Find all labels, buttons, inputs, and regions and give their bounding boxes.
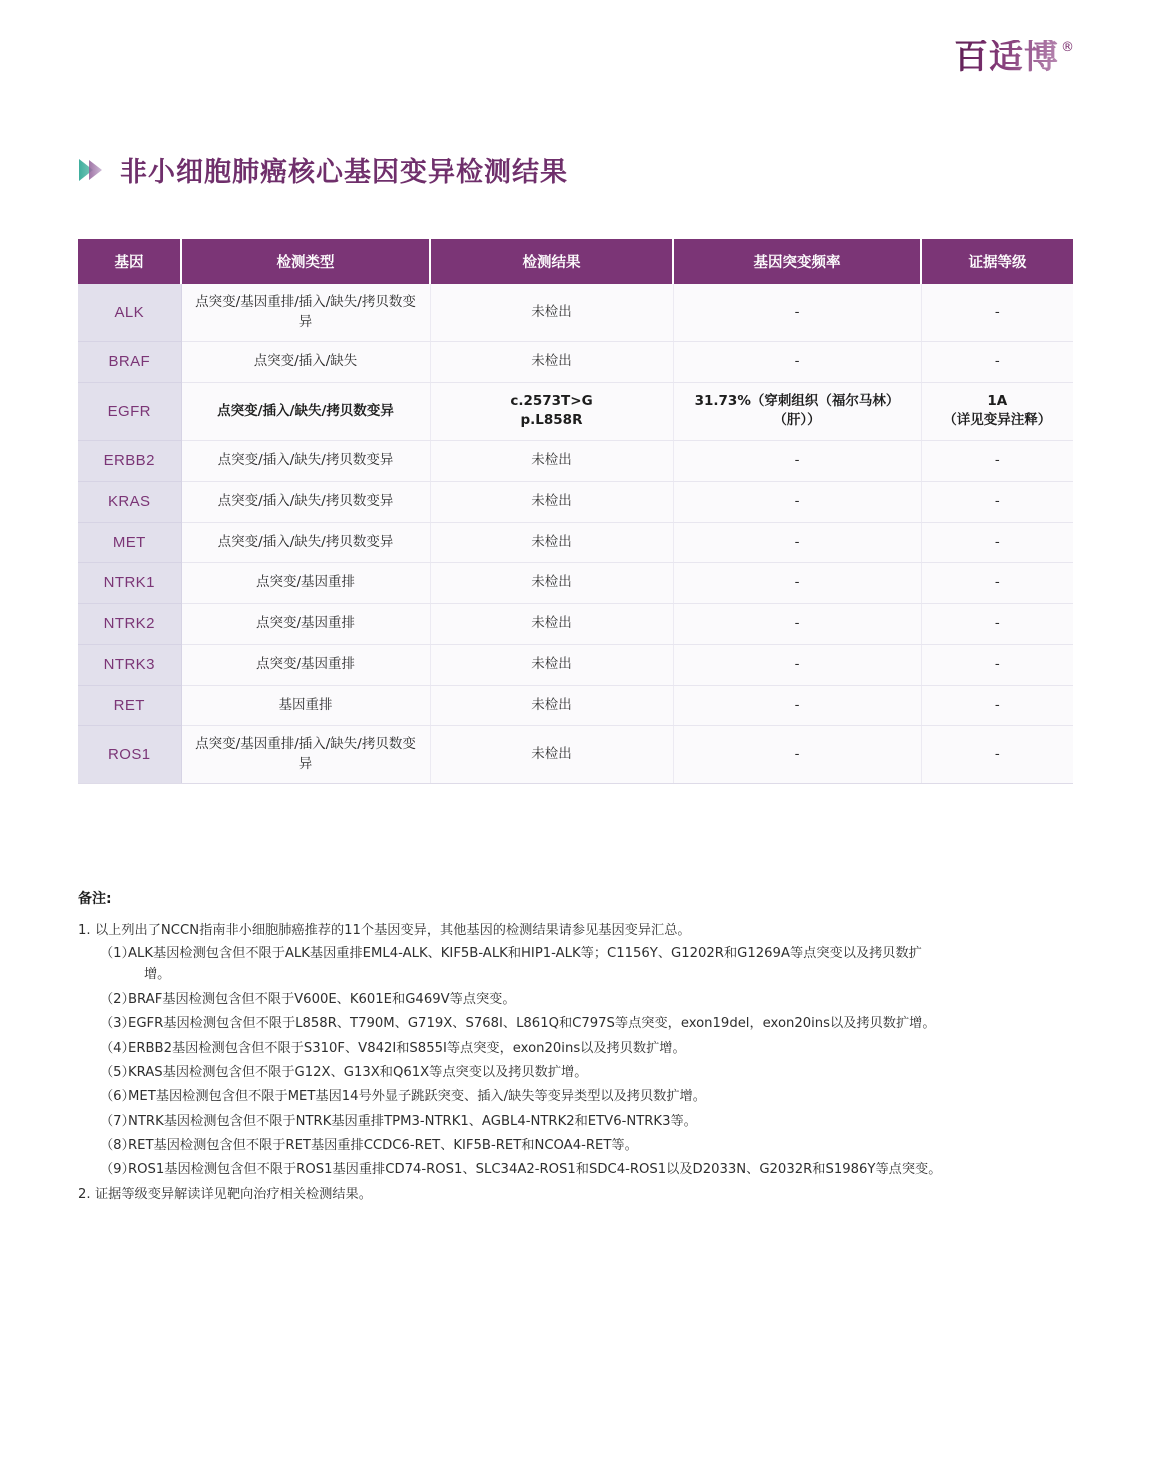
notes-title: 备注:	[78, 891, 112, 907]
test-result: 未检出	[430, 563, 673, 604]
column-header-test-result: 检测结果	[430, 239, 673, 284]
table-row	[78, 604, 1073, 645]
test-result: 未检出	[430, 342, 673, 383]
evidence-level: -	[921, 522, 1073, 563]
subnote-item	[78, 989, 1078, 1010]
subnote-text	[128, 943, 1078, 986]
evidence-level: -	[921, 644, 1073, 685]
mutation-frequency: -	[673, 284, 921, 342]
gene-name: NTRK3	[78, 644, 181, 685]
table-row	[78, 522, 1073, 563]
gene-name: KRAS	[78, 481, 181, 522]
test-result	[430, 382, 673, 440]
evidence-level: -	[921, 563, 1073, 604]
table-header-row	[78, 239, 1073, 284]
note-text: 证据等级变异解读详见靶向治疗相关检测结果。	[95, 1186, 372, 1202]
subnote-text: NTRK基因检测包含但不限于NTRK基因重排TPM3-NTRK1、AGBL4-NTRK2和ETV6-NTRK3等。	[128, 1113, 697, 1129]
test-type: 点突变/插入/缺失/拷贝数变异	[181, 481, 430, 522]
subnote-item	[78, 1135, 1078, 1156]
gene-name: ERBB2	[78, 441, 181, 482]
mutation-frequency: -	[673, 522, 921, 563]
subnote-item	[78, 1062, 1078, 1083]
subnote-number: （7）	[100, 1113, 135, 1129]
table-row	[78, 726, 1073, 784]
test-type: 点突变/插入/缺失/拷贝数变异	[181, 522, 430, 563]
evidence-level: -	[921, 284, 1073, 342]
gene-results-table	[78, 239, 1073, 784]
test-result: 未检出	[430, 685, 673, 726]
subnote-item	[78, 1086, 1078, 1107]
double-chevron-icon	[78, 157, 108, 183]
registered-trademark-icon: ®	[1061, 40, 1074, 55]
gene-name: NTRK2	[78, 604, 181, 645]
subnote-number: （1）	[100, 946, 135, 962]
gene-name: ALK	[78, 284, 181, 342]
note-number: 1.	[78, 922, 91, 938]
evidence-level: -	[921, 342, 1073, 383]
test-type: 点突变/插入/缺失	[181, 342, 430, 383]
column-header-test-type: 检测类型	[181, 239, 430, 284]
subnotes-list	[78, 943, 1078, 1181]
mutation-frequency: -	[673, 685, 921, 726]
test-type: 点突变/插入/缺失/拷贝数变异	[181, 382, 430, 440]
column-header-frequency: 基因突变频率	[673, 239, 921, 284]
test-result: 未检出	[430, 604, 673, 645]
subnote-text: RET基因检测包含但不限于RET基因重排CCDC6-RET、KIF5B-RET和NCOA4-RET等。	[128, 1138, 638, 1154]
section-title-row	[78, 150, 568, 189]
test-result: 未检出	[430, 441, 673, 482]
test-result: 未检出	[430, 481, 673, 522]
subnote-number: （3）	[100, 1016, 135, 1032]
subnote-number: （8）	[100, 1138, 135, 1154]
mutation-frequency: -	[673, 563, 921, 604]
table-row	[78, 563, 1073, 604]
table-row	[78, 685, 1073, 726]
subnote-text: ERBB2基因检测包含但不限于S310F、V842I和S855I等点突变，exon20ins以及拷贝数扩增。	[128, 1040, 686, 1056]
variant-cdna: c.2573T>G	[510, 392, 593, 409]
table-row	[78, 284, 1073, 342]
subnote-number: （2）	[100, 991, 135, 1007]
subnote-number: （9）	[100, 1162, 135, 1178]
test-result: 未检出	[430, 644, 673, 685]
mutation-frequency: -	[673, 644, 921, 685]
test-result: 未检出	[430, 726, 673, 784]
mutation-frequency: -	[673, 441, 921, 482]
test-type: 点突变/基因重排/插入/缺失/拷贝数变异	[181, 284, 430, 342]
mutation-frequency: -	[673, 604, 921, 645]
subnote-number: （5）	[100, 1064, 135, 1080]
table-row	[78, 342, 1073, 383]
mutation-frequency: 31.73%（穿刺组织（福尔马林）（肝））	[673, 382, 921, 440]
gene-name: NTRK1	[78, 563, 181, 604]
note-number: 2.	[78, 1186, 91, 1202]
mutation-frequency: -	[673, 726, 921, 784]
subnote-item	[78, 1038, 1078, 1059]
subnote-item	[78, 1111, 1078, 1132]
table-row	[78, 644, 1073, 685]
test-type: 点突变/插入/缺失/拷贝数变异	[181, 441, 430, 482]
subnote-text: ROS1基因检测包含但不限于ROS1基因重排CD74-ROS1、SLC34A2-ROS1和SDC4-ROS1以及D2033N、G2032R和S1986Y等点突变。	[128, 1162, 942, 1178]
test-type: 点突变/基因重排	[181, 604, 430, 645]
gene-name: ROS1	[78, 726, 181, 784]
evidence-level-note: （详见变异注释）	[943, 412, 1052, 429]
subnote-text: BRAF基因检测包含但不限于V600E、K601E和G469V等点突变。	[128, 991, 516, 1007]
gene-name: MET	[78, 522, 181, 563]
table-row	[78, 481, 1073, 522]
table-row	[78, 441, 1073, 482]
test-result: 未检出	[430, 522, 673, 563]
evidence-level: -	[921, 481, 1073, 522]
page-header	[0, 0, 1152, 112]
subnote-item	[78, 1013, 1078, 1034]
subnote-number: （4）	[100, 1040, 135, 1056]
test-type: 点突变/基因重排/插入/缺失/拷贝数变异	[181, 726, 430, 784]
page-title: 非小细胞肺癌核心基因变异检测结果	[120, 157, 568, 188]
evidence-level: -	[921, 726, 1073, 784]
mutation-frequency: -	[673, 481, 921, 522]
column-header-evidence: 证据等级	[921, 239, 1073, 284]
notes-section	[78, 888, 1078, 1207]
gene-name: EGFR	[78, 382, 181, 440]
gene-name: RET	[78, 685, 181, 726]
gene-name: BRAF	[78, 342, 181, 383]
mutation-frequency: -	[673, 342, 921, 383]
subnote-text: KRAS基因检测包含但不限于G12X、G13X和Q61X等点突变以及拷贝数扩增。	[128, 1064, 588, 1080]
subnote-continuation: 增。	[144, 967, 171, 983]
evidence-level: -	[921, 685, 1073, 726]
subnote-item	[78, 1159, 1078, 1180]
variant-protein: p.L858R	[520, 412, 583, 429]
evidence-level: -	[921, 441, 1073, 482]
evidence-level-value: 1A	[987, 392, 1008, 409]
test-result: 未检出	[430, 284, 673, 342]
brand-logo	[954, 37, 1074, 77]
test-type: 点突变/基因重排	[181, 563, 430, 604]
brand-logo-text: 百适博	[954, 37, 1059, 77]
evidence-level: -	[921, 604, 1073, 645]
test-type: 点突变/基因重排	[181, 644, 430, 685]
subnote-text: EGFR基因检测包含但不限于L858R、T790M、G719X、S768I、L861Q和C797S等点突变，exon19del，exon20ins以及拷贝数扩增。	[128, 1016, 936, 1032]
column-header-gene: 基因	[78, 239, 181, 284]
subnote-item	[78, 943, 1078, 986]
table-row	[78, 382, 1073, 440]
note-text: 以上列出了NCCN指南非小细胞肺癌推荐的11个基因变异，其他基因的检测结果请参见基因变异汇总。	[95, 922, 691, 938]
subnote-body: ALK基因检测包含但不限于ALK基因重排EML4-ALK、KIF5B-ALK和HIP1-ALK等；C1156Y、G1202R和G1269A等点突变以及拷贝数扩	[128, 946, 922, 962]
subnote-number: （6）	[100, 1089, 135, 1105]
evidence-level	[921, 382, 1073, 440]
test-type: 基因重排	[181, 685, 430, 726]
subnote-text: MET基因检测包含但不限于MET基因14号外显子跳跃突变、插入/缺失等变异类型以及拷贝数扩增。	[128, 1089, 706, 1105]
note-item-2	[78, 1184, 1078, 1205]
note-item-1	[78, 920, 1078, 941]
